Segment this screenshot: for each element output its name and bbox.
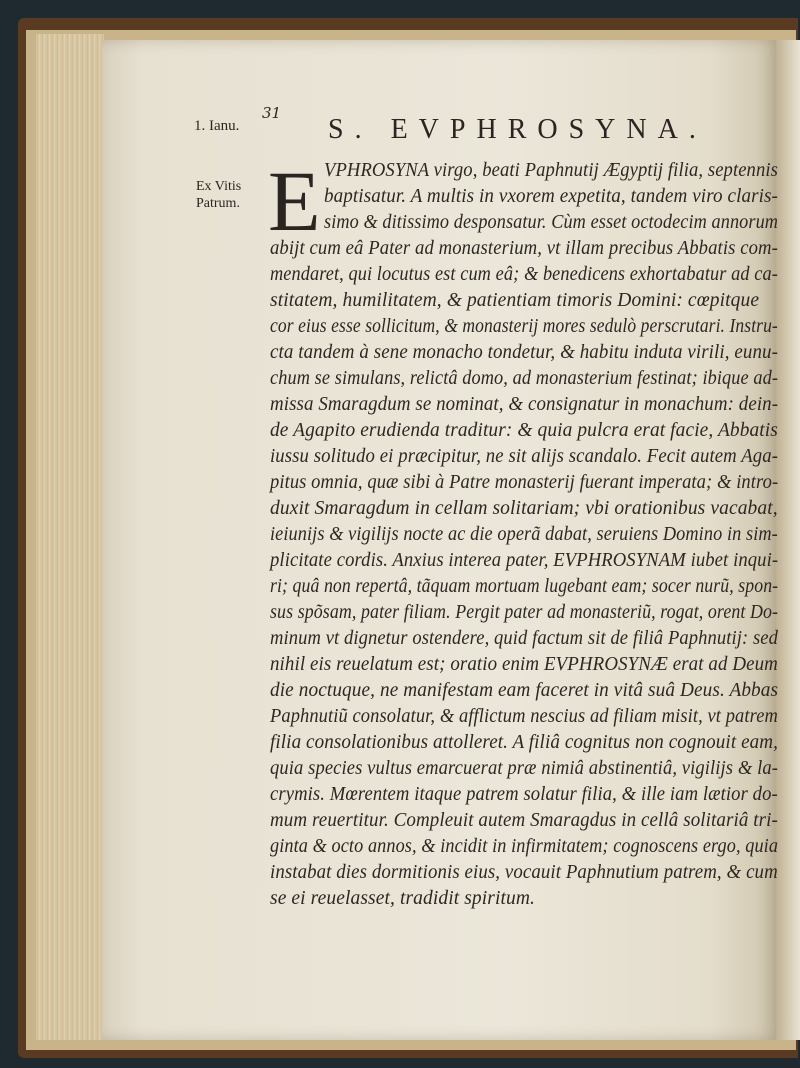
text-line: ieiunijs & vigilijs nocte ac die operã dabat, seruiens Domino in sim-	[270, 524, 778, 545]
text-line: VPHROSYNA virgo, beati Paphnutij Ægyptij filia, septennis	[324, 160, 778, 181]
text-line: crymis. Mœrentem itaque patrem solatur filia, & ille iam lætior do-	[270, 784, 778, 805]
text-line: simo & ditissimo desponsatur. Cùm esset octodecim annorum	[324, 212, 779, 233]
text-line: se ei reuelasset, tradidit spiritum.	[270, 888, 536, 909]
text-line: cta tandem à sene monacho tondetur, & habitu induta virili, eunu-	[270, 342, 779, 363]
text-line: plicitate cordis. Anxius interea pater, EVPHROSYNAM iubet inqui-	[270, 550, 779, 571]
text-line: instabat dies dormitionis eius, vocauit Paphnutium patrem, & cum	[270, 862, 778, 883]
text-line: minum vt dignetur ostendere, quid factum sit de filiâ Paphnutij: sed	[270, 628, 778, 649]
text-line: chum se simulans, relictâ domo, ad monasterium festinat; ibique ad-	[270, 368, 779, 389]
text-line: ri; quâ non repertâ, tãquam mortuam lugebant eam; socer nurũ, spon-	[270, 576, 779, 597]
page-number: 31	[262, 104, 282, 122]
text-line: iussu solitudo ei præcipitur, ne sit alijs scandalo. Fecit autem Aga-	[270, 446, 779, 467]
text-line: quia species vultus emarcuerat præ nimiâ abstinentiâ, vigilijs & la-	[270, 758, 779, 779]
text-line: de Agapito erudienda traditur: & quia pulcra erat facie, Abbatis	[270, 420, 778, 441]
text-line: ginta & octo annos, & incidit in infirmitatem; cognoscens ergo, quia	[270, 836, 779, 857]
text-line: mum reuertitur. Compleuit autem Smaragdus in cellâ solitariâ tri-	[270, 810, 778, 831]
page-gutter	[776, 40, 800, 1040]
text-line: abijt cum eâ Pater ad monasterium, vt illam precibus Abbatis com-	[270, 238, 778, 259]
drop-cap: E	[268, 153, 321, 249]
text-line: filia consolationibus attolleret. A filiâ cognitus non cognouit eam,	[270, 732, 778, 753]
text-line: missa Smaragdum se nominat, & consignatur in monachum: dein-	[270, 394, 779, 415]
page-title: S. EVPHROSYNA.	[328, 114, 707, 145]
text-line: pitus omnia, quæ sibi à Patre monasterij fuerant imperata; & intro-	[270, 472, 779, 493]
margin-note: Ex Vitis Patrum.	[196, 179, 242, 211]
text-line: mendaret, qui locutus est cum eâ; & benedicens exhortabatur ad ca-	[270, 264, 778, 285]
text-line: sus spõsam, pater filiam. Pergit pater ad monasteriũ, rogat, orent Do-	[270, 602, 779, 623]
page-edges	[36, 34, 104, 1040]
text-line: duxit Smaragdum in cellam solitariam; vbi orationibus vacabat,	[270, 498, 778, 519]
text-line: die noctuque, ne manifestam eam faceret in vitâ suâ Deus. Abbas	[270, 680, 779, 701]
text-line: cor eius esse sollicitum, & monasterij mores sedulò perscrutari. Instru-	[270, 316, 778, 337]
feast-date: 1. Ianu.	[194, 118, 240, 134]
text-line: Paphnutiũ consolatur, & afflictum nescius ad filiam misit, vt patrem	[270, 706, 778, 727]
text-line: baptisatur. A multis in vxorem expetita, tandem viro claris-	[324, 186, 778, 207]
text-line: stitatem, humilitatem, & patientiam timoris Domini: cœpitque	[270, 290, 760, 311]
text-line: nihil eis reuelatum est; oratio enim EVPHROSYNÆ erat ad Deum	[270, 654, 778, 675]
